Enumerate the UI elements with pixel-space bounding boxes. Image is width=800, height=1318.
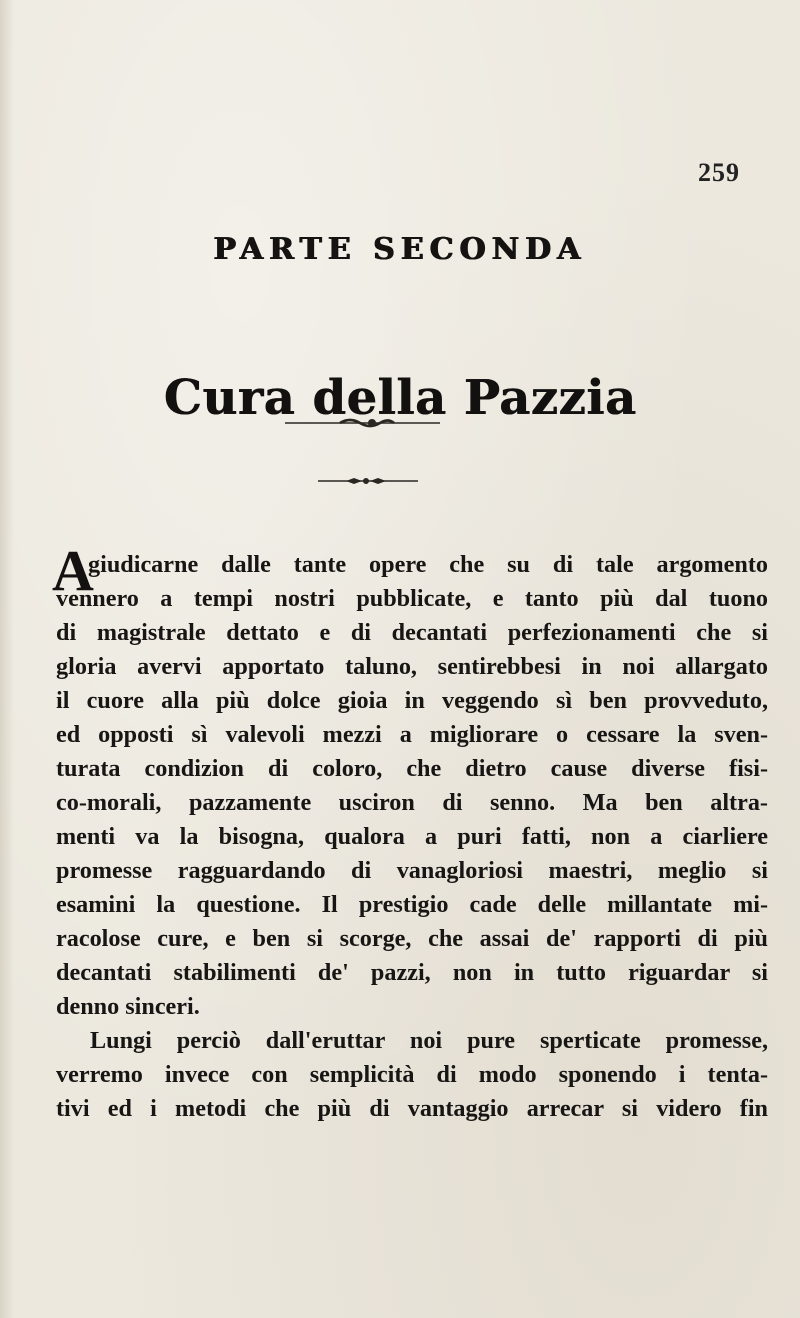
text-line: promesse ragguardando di vanagloriosi maestri, meglio si [56, 857, 768, 884]
part-heading: PARTE SECONDA [213, 232, 587, 267]
text-line: ed opposti sì valevoli mezzi a migliorare o cessare la sven- [56, 721, 768, 748]
text-line: co-morali, pazzamente usciron di senno. Ma ben altra- [56, 789, 768, 816]
text-line: esamini la questione. Il prestigio cade delle millantate mi- [56, 891, 768, 918]
paragraph-1 [52, 538, 768, 1024]
text-line: di magistrale dettato e di decantati perfezionamenti che si [56, 619, 768, 646]
body-text [52, 538, 768, 1126]
page-gutter-shadow [0, 0, 14, 1318]
text-line: racolose cure, e ben si scorge, che assai de' rapporti di più [56, 925, 768, 952]
text-line: verremo invece con semplicità di modo sponendo i tenta- [56, 1061, 768, 1088]
text-line: Lungi perciò dall'eruttar noi pure sperticate promesse, [90, 1027, 768, 1054]
text-line: gloria avervi apportato taluno, sentirebbesi in noi allargato [56, 653, 768, 680]
text-line: tivi ed i metodi che più di vantaggio arrecar si videro fin [56, 1095, 768, 1122]
text-line: decantati stabilimenti de' pazzi, non in tutto riguardar si [56, 959, 768, 986]
page-number: 259 [698, 158, 740, 187]
text-line: turata condizion di coloro, che dietro cause diverse fisi- [56, 755, 768, 782]
text-line: il cuore alla più dolce gioia in veggendo sì ben provveduto, [56, 687, 768, 714]
drop-cap-letter: A [52, 538, 94, 603]
text-line: vennero a tempi nostri pubblicate, e tanto più dal tuono [56, 585, 768, 612]
text-line: denno sinceri. [56, 993, 200, 1020]
chapter-title: Cura della Pazzia [163, 370, 637, 426]
ornament-rule-bottom [0, 473, 800, 489]
first-line-text: giudicarne dalle tante opere che su di tale argomento [88, 551, 768, 578]
paragraph-2 [56, 1024, 768, 1126]
text-line: menti va la bisogna, qualora a puri fatti, non a ciarliere [56, 823, 768, 850]
